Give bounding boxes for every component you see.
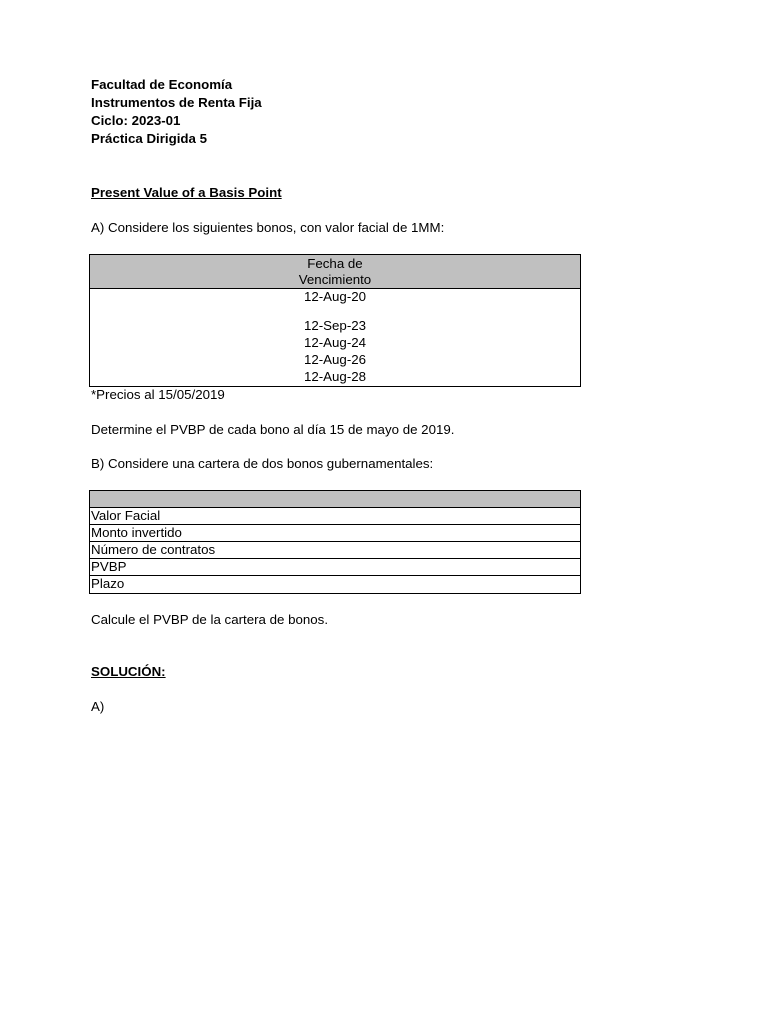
- portfolio-row-label: PVBP: [90, 559, 580, 576]
- bonds-table-header: [90, 255, 580, 289]
- portfolio-table-header: [90, 491, 580, 508]
- header-line-2: Vencimiento: [298, 272, 372, 287]
- maturity-cell: 12-Aug-20: [303, 289, 367, 304]
- maturity-cell: 12-Sep-23: [303, 318, 367, 333]
- portfolio-row-label: Valor Facial: [90, 508, 580, 525]
- part-b-question: Calcule el PVBP de la cartera de bonos.: [91, 612, 329, 627]
- maturity-cell: 12-Aug-26: [303, 352, 367, 367]
- part-a-intro: A) Considere los siguientes bonos, con valor facial de 1MM:: [91, 220, 445, 235]
- solution-title: SOLUCIÓN:: [91, 664, 166, 679]
- faculty-heading: Facultad de Economía: [91, 77, 233, 92]
- part-a-question: Determine el PVBP de cada bono al día 15 de mayo de 2019.: [91, 422, 455, 437]
- portfolio-row-label: Número de contratos: [90, 542, 580, 559]
- course-heading: Instrumentos de Renta Fija: [91, 95, 262, 110]
- portfolio-row-label: Monto invertido: [90, 525, 580, 542]
- part-b-intro: B) Considere una cartera de dos bonos gubernamentales:: [91, 456, 434, 471]
- header-line-1: Fecha de: [307, 256, 363, 271]
- maturity-cell: 12-Aug-28: [303, 369, 367, 384]
- section-title: Present Value of a Basis Point: [91, 185, 282, 200]
- maturity-cell: 12-Aug-24: [303, 335, 367, 350]
- bonds-table: [89, 254, 581, 387]
- portfolio-row-label: Plazo: [91, 576, 125, 591]
- price-note: *Precios al 15/05/2019: [91, 387, 225, 402]
- cycle-heading: Ciclo: 2023-01: [91, 113, 181, 128]
- solution-part-a-label: A): [91, 699, 105, 714]
- portfolio-table: [89, 490, 581, 594]
- practice-heading: Práctica Dirigida 5: [91, 131, 208, 146]
